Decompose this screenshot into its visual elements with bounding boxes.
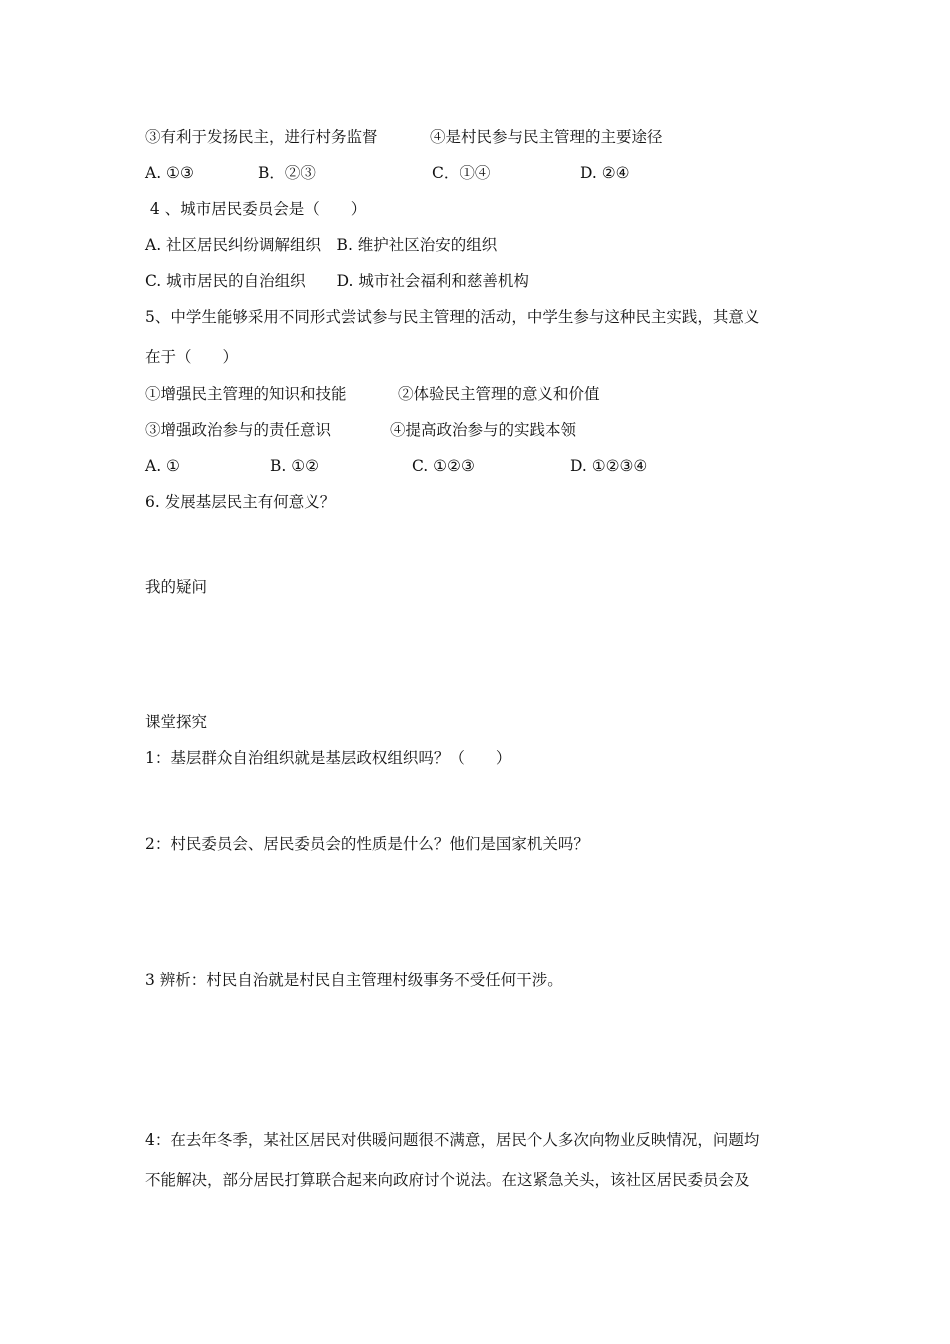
class-inquiry-heading: 课堂探究 <box>145 713 208 731</box>
q4-options-cd: C. 城市居民的自治组织 D. 城市社会福利和慈善机构 <box>145 272 529 290</box>
q3-option-b: B．②③ <box>258 164 316 182</box>
q3-statement-3: ③有利于发扬民主，进行村务监督 <box>145 128 378 146</box>
q5-item-2: ②体验民主管理的意义和价值 <box>398 385 600 403</box>
inquiry-item-4-line-2: 不能解决，部分居民打算联合起来向政府讨个说法。在这紧急关头，该社区居民委员会及 <box>145 1171 750 1189</box>
q5-item-4: ④提高政治参与的实践本领 <box>390 421 577 439</box>
q3-statement-4: ④是村民参与民主管理的主要途径 <box>430 128 663 146</box>
q5-stem-line-2: 在于（ ） <box>145 348 239 366</box>
q6-stem: 6. 发展基层民主有何意义？ <box>145 493 336 511</box>
q4-stem: 4 、城市居民委员会是（ ） <box>145 200 367 218</box>
q5-option-a: A. ① <box>145 457 180 475</box>
q3-option-a: A. ①③ <box>145 164 194 182</box>
q5-option-d: D. ①②③④ <box>570 457 648 475</box>
inquiry-item-2: 2：村民委员会、居民委员会的性质是什么？他们是国家机关吗？ <box>145 835 589 853</box>
q5-stem-line-1: 5、中学生能够采用不同形式尝试参与民主管理的活动，中学生参与这种民主实践，其意义 <box>145 308 760 326</box>
q5-option-b: B. ①② <box>270 457 320 475</box>
q5-item-3: ③增强政治参与的责任意识 <box>145 421 332 439</box>
my-questions-heading: 我的疑问 <box>145 578 208 596</box>
q3-option-c: C．①④ <box>432 164 491 182</box>
q4-options-ab: A. 社区居民纠纷调解组织 B. 维护社区治安的组织 <box>145 236 498 254</box>
q3-option-d: D. ②④ <box>580 164 630 182</box>
inquiry-item-4-line-1: 4：在去年冬季，某社区居民对供暖问题很不满意，居民个人多次向物业反映情况，问题均 <box>145 1131 760 1149</box>
q5-option-c: C. ①②③ <box>412 457 475 475</box>
q5-item-1: ①增强民主管理的知识和技能 <box>145 385 347 403</box>
inquiry-item-3: 3 辨析：村民自治就是村民自主管理村级事务不受任何干涉。 <box>145 971 563 989</box>
inquiry-item-1: 1：基层群众自治组织就是基层政权组织吗？（ ） <box>145 749 512 767</box>
